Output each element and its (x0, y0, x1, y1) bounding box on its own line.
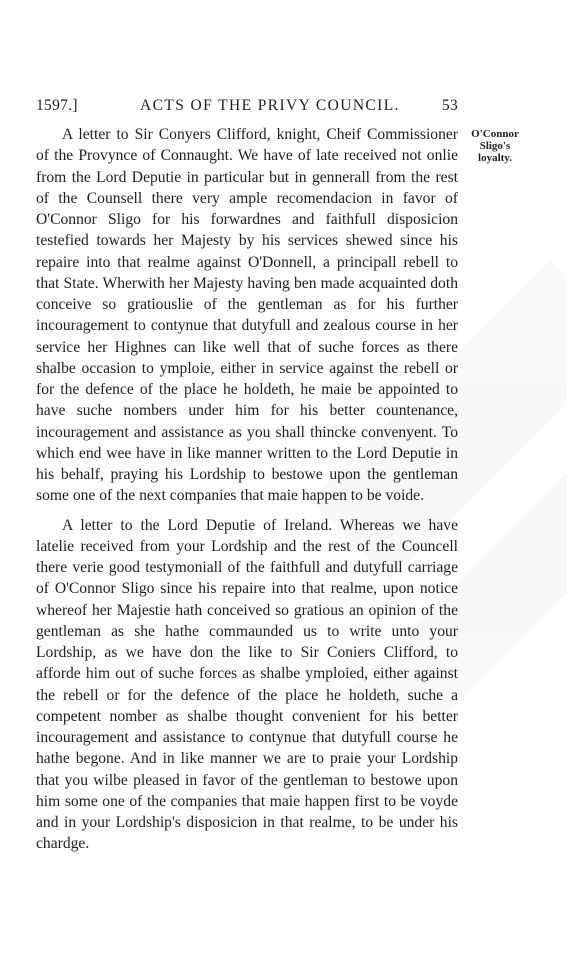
marginal-note (465, 128, 525, 164)
marginal-note-line-1: O'Connor (471, 128, 519, 140)
running-head-title: ACTS OF THE PRIVY COUNCIL. (140, 97, 400, 114)
body-text (36, 124, 458, 863)
marginal-note-line-2: Sligo's (479, 140, 511, 152)
running-head (36, 97, 458, 119)
marginal-note-line-3: loyalty. (478, 152, 512, 164)
paragraph-letter-to-lord-deputie: A letter to the Lord Deputie of Ireland. Whereas we have latelie received from your Lordship and the rest of the Councell there verie good testymoniall of the faithfull and dutyfull carriage of O'Connor Sligo since his repaire into that realme, upon notice whereof her Majestie hath conceived so gratious an opinion of the gentleman as she hathe commaunded us to write unto your Lordship, as we have don the like to Sir Coniers Clifford, to afforde him out of suche forces as shalbe ymploied, either against the rebell or for the defence of the place he holdeth, suche a competent nomber as shalbe thought convenient for his better incouragement and assistance to contynue that dutyfull course he hathe begone. And in like manner we are to praie your Lordship that you wilbe pleased in favor of the gentleman to bestowe upon him some one of the companies that maie happen first to be voyde and in your Lordship's disposicion in that realme, to be under his chardge. (36, 516, 458, 853)
paragraph-letter-to-clifford: A letter to Sir Conyers Clifford, knight, Cheif Commissioner of the Provynce of Connaught. We have of late received not onlie from the Lord Deputie in particular but in gennerall from the rest of the Counsell there very ample recomendacion in favor of O'Connor Sligo for his forwardnes and faithfull disposicion testefied towards her Majesty by his services shewed since his repaire into that realme against O'Donnell, a principall rebell to that State. Wherwith her Majesty having ben made acquainted doth conceive so gratiouslie of the gentleman as for his further incouragement to contynue that dutyfull and zealous course in her service her Highnes can like well that of suche forces as there shalbe occasion to ymploie, either in service against the rebell or for the defence of the place he holdeth, he maie be appointed to have suche nombers under him for his better countenance, incouragement and assistance as you shall thincke convenyent. To which end wee have in like manner written to the Lord Deputie in his behalf, praying his Lordship to bestowe upon the gentleman some one of the next companies that maie happen to be voide. (36, 126, 458, 505)
page-number: 53 (441, 97, 458, 114)
running-head-year: 1597.] (36, 97, 78, 114)
